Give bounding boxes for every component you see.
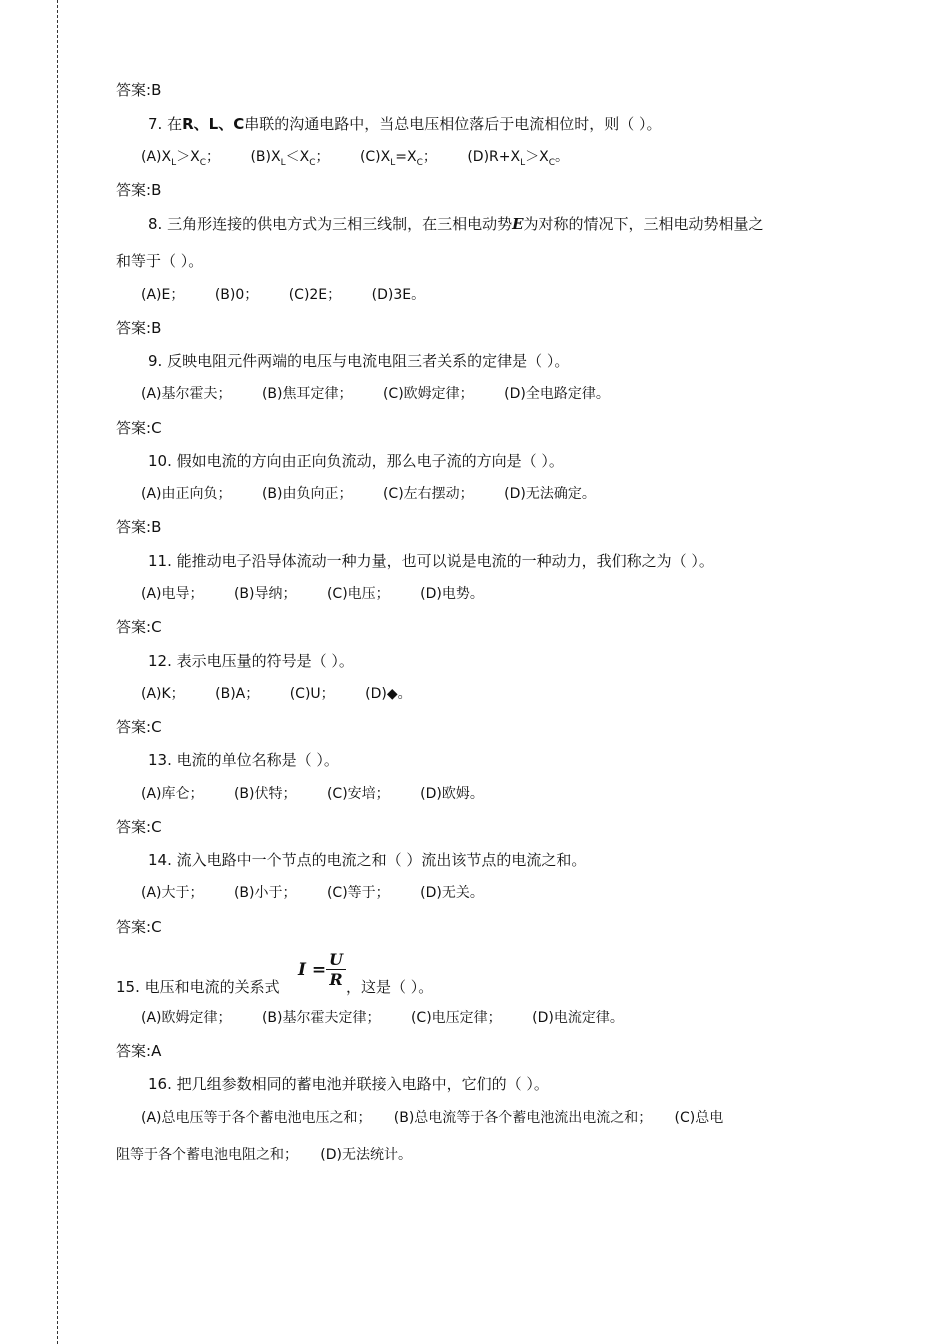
formula-fraction [326, 950, 346, 989]
option-b: (B)A； [215, 686, 260, 702]
option-d: (D)欧姆。 [420, 786, 484, 802]
question-14: 14. 流入电路中一个节点的电流之和（ ）流出该节点的电流之和。 [148, 851, 587, 869]
option-b: (B)0； [214, 287, 259, 303]
option-a: (A)由正向负； [141, 486, 232, 502]
question-9: 9. 反映电阻元件两端的电压与电流电阻三者关系的定律是（ ）。 [148, 352, 570, 370]
option-d: $(D)R+X_L>X_C$。 [467, 149, 569, 168]
options-12 [141, 684, 412, 704]
option-c: (C)欧姆定律； [382, 386, 474, 402]
options-16-line2: 阻等于各个蓄电池电阻之和； (D)无法统计。 [116, 1147, 412, 1163]
options-13 [141, 784, 484, 804]
option-b: (B)小于； [233, 885, 297, 901]
formula-lhs: I = [298, 960, 327, 980]
option-b: (B)导纳； [233, 586, 297, 602]
answer-line: 答案:B [116, 518, 162, 536]
answer-line: 答案:C [116, 818, 162, 836]
formula-numerator: U [329, 950, 343, 969]
options-15 [141, 1008, 624, 1028]
question-15-tail: ，这是（ ）。 [346, 978, 434, 996]
option-a: (A)库仑； [141, 786, 204, 802]
option-b: (B)由负向正； [261, 486, 353, 502]
options-10 [141, 484, 596, 504]
answer-line: 答案:B [116, 181, 162, 199]
options-7 [141, 147, 569, 173]
option-c: (C)电压； [326, 586, 390, 602]
question-16: 16. 把几组参数相同的蓄电池并联接入电路中，它们的（ ）。 [148, 1075, 549, 1093]
options-8 [141, 285, 425, 305]
option-d: (D)无法确定。 [504, 486, 596, 502]
option-a: (A)欧姆定律； [141, 1010, 232, 1026]
ohm-law-formula [298, 950, 348, 992]
option-c: $(C)X_L=X_C$； [359, 149, 437, 168]
option-a: (A)电导； [141, 586, 204, 602]
option-c: (C)安培； [326, 786, 390, 802]
option-a: (A)K； [141, 686, 185, 702]
answer-line: 答案:C [116, 618, 162, 636]
answer-line: 答案:B [116, 81, 162, 99]
question-11: 11. 能推动电子沿导体流动一种力量，也可以说是电流的一种动力，我们称之为（ ）。 [148, 552, 714, 570]
option-c: (C)电压定律； [410, 1010, 502, 1026]
option-d: (D)无关。 [420, 885, 484, 901]
options-16-line1: (A)总电压等于各个蓄电池电压之和； (B)总电流等于各个蓄电池流出电流之和； (C)总电 [141, 1110, 724, 1126]
option-a: (A)E； [141, 287, 185, 303]
formula-denominator: R [329, 970, 343, 989]
question-10: 10. 假如电流的方向由正向负流动，那么电子流的方向是（ ）。 [148, 452, 564, 470]
options-11 [141, 584, 484, 604]
question-12: 12. 表示电压量的符号是（ ）。 [148, 652, 354, 670]
options-9 [141, 384, 610, 404]
binding-dashed-line [57, 0, 58, 1344]
answer-line: 答案:A [116, 1042, 162, 1060]
option-a: (A)基尔霍夫； [141, 386, 232, 402]
answer-line: 答案:C [116, 419, 162, 437]
answer-line: 答案:C [116, 718, 162, 736]
question-7: 7. 在R、L、C串联的沟通电路中，当总电压相位落后于电流相位时，则（ ）。 [148, 115, 662, 133]
question-8: 8. 三角形连接的供电方式为三相三线制，在三相电动势E为对称的情况下，三相电动势相量之 [148, 215, 764, 233]
option-d: (D)电流定律。 [532, 1010, 624, 1026]
option-d: (D)3E。 [371, 287, 426, 303]
option-c: (C)左右摆动； [382, 486, 474, 502]
option-b: (B)伏特； [233, 786, 297, 802]
option-b: (B)基尔霍夫定律； [261, 1010, 381, 1026]
option-c: (C)U； [289, 686, 335, 702]
question-8-continued: 和等于（ ）。 [116, 252, 204, 270]
option-a: $(A)X_L>X_C$； [141, 149, 220, 168]
answer-line: 答案:B [116, 319, 162, 337]
option-a: (A)大于； [141, 885, 204, 901]
answer-line: 答案:C [116, 918, 162, 936]
option-d: (D)◆。 [365, 686, 412, 702]
option-c: (C)2E； [288, 287, 342, 303]
option-b: (B)焦耳定律； [261, 386, 353, 402]
option-d: (D)全电路定律。 [504, 386, 610, 402]
option-b: $(B)X_L<X_C$； [250, 149, 330, 168]
options-14 [141, 883, 484, 903]
question-15: 15. 电压和电流的关系式 [116, 978, 280, 996]
question-13: 13. 电流的单位名称是（ ）。 [148, 751, 339, 769]
option-d: (D)电势。 [420, 586, 484, 602]
option-c: (C)等于； [326, 885, 390, 901]
